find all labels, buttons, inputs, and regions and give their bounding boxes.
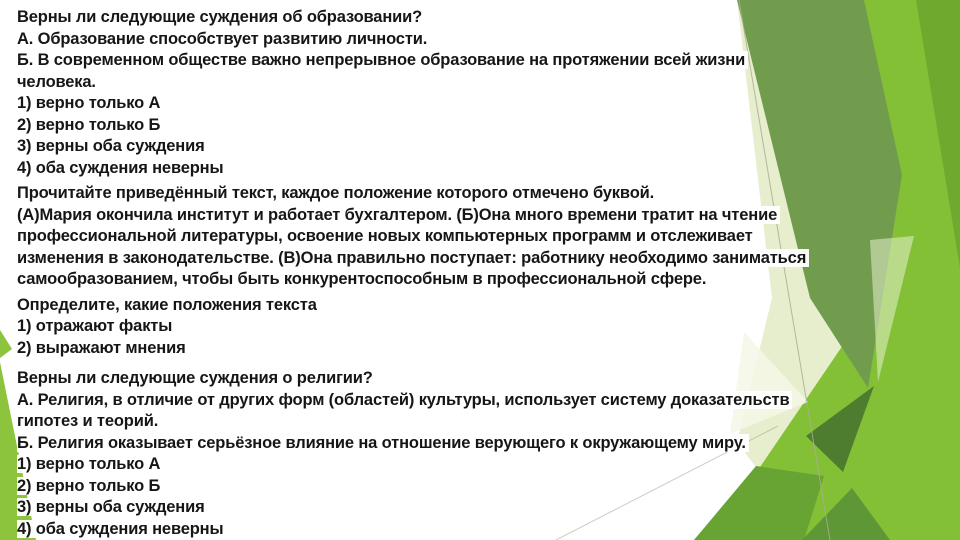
question1-option-2: 2) верно только Б [17, 115, 823, 137]
question2-statement-b: Б. Религия оказывает серьёзное влияние на отношение верующего к окружающему миру. [17, 433, 823, 455]
task-title: Прочитайте приведённый текст, каждое положение которого отмечено буквой. [17, 183, 823, 205]
question2-option-2: 2) верно только Б [17, 476, 823, 498]
task-instruction: Определите, какие положения текста [17, 295, 823, 317]
left-wedge-sliver [0, 330, 12, 358]
question-block-education [17, 7, 823, 179]
question2-option-4: 4) оба суждения неверны [17, 519, 823, 540]
question2-title: Верны ли следующие суждения о религии? [17, 368, 823, 390]
question1-title: Верны ли следующие суждения об образовании? [17, 7, 823, 29]
task-option-1: 1) отражают факты [17, 316, 823, 338]
slide-text [17, 7, 823, 540]
question1-statement-a: А. Образование способствует развитию личности. [17, 29, 823, 51]
question2-statement-a: А. Религия, в отличие от других форм (областей) культуры, использует систему доказательств гипотез и теорий. [17, 390, 823, 433]
question1-option-3: 3) верны оба суждения [17, 136, 823, 158]
question2-option-1: 1) верно только А [17, 454, 823, 476]
question1-option-4: 4) оба суждения неверны [17, 158, 823, 180]
question2-option-3: 3) верны оба суждения [17, 497, 823, 519]
task-option-2: 2) выражают мнения [17, 338, 823, 360]
task-block-text-analysis [17, 183, 823, 359]
question-block-religion [17, 368, 823, 540]
question1-statement-b: Б. В современном обществе важно непрерывное образование на протяжении всей жизни человека. [17, 50, 823, 93]
question1-option-1: 1) верно только А [17, 93, 823, 115]
task-passage: (А)Мария окончила институт и работает бухгалтером. (Б)Она много времени тратит на чтение профессиональной литературы, освоение новых компьютерных программ и отслеживает изменения в законодательстве. (В)Она правильно поступает: работнику необходимо заниматься самообразованием, чтобы быть конкурентоспособным в профессиональной сфере. [17, 205, 823, 291]
